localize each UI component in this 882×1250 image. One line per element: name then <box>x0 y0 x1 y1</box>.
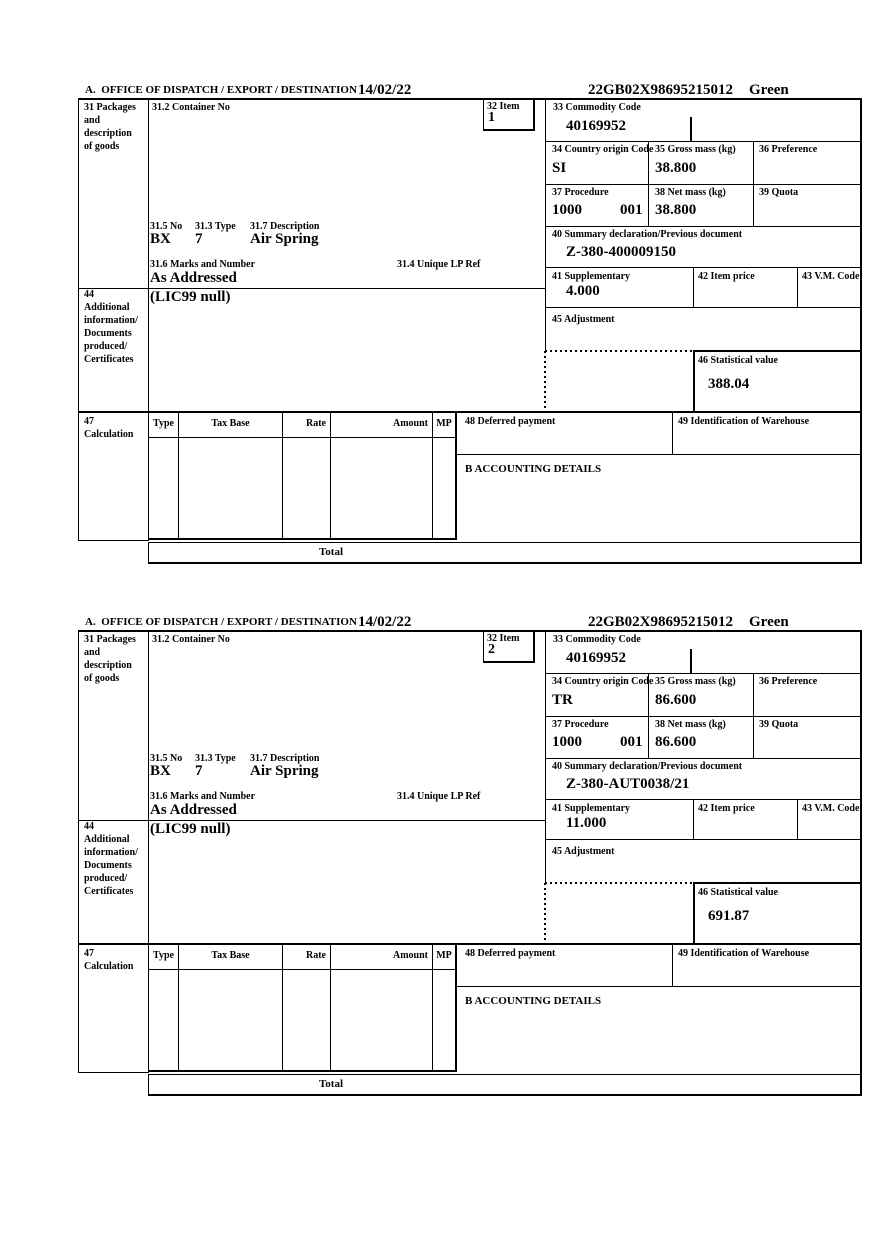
declaration-date: 14/02/22 <box>358 614 412 630</box>
box47-label-line2: Calculation <box>84 429 134 440</box>
dotted-divider-line <box>545 882 693 884</box>
gross-mass-value: 38.800 <box>655 160 697 176</box>
divider-line <box>432 945 433 1072</box>
mrn-value: 22GB02X98695215012 <box>588 82 734 98</box>
box44-label-line2: Additional <box>84 834 130 845</box>
packages-no-value: BX <box>150 763 171 779</box>
divider-line <box>178 413 179 540</box>
gross-mass-label: 35 Gross mass (kg) <box>655 144 736 155</box>
divider-line <box>545 226 862 227</box>
box44-label-line3: information/ <box>84 847 138 858</box>
divider-line <box>178 945 179 1072</box>
net-mass-label: 38 Net mass (kg) <box>655 719 726 730</box>
box44-label-line1: 44 <box>84 289 94 300</box>
reference-row <box>588 82 789 99</box>
divider-line <box>78 1072 148 1073</box>
divider-line <box>545 758 862 759</box>
item-price-label: 42 Item price <box>698 271 755 282</box>
divider-line <box>78 288 546 289</box>
divider-line <box>693 351 695 411</box>
procedure-value: 1000 <box>552 734 582 750</box>
additional-information-value: (LIC99 null) <box>150 821 231 837</box>
box31-label-line2: and <box>84 647 101 658</box>
divider-line <box>797 799 798 839</box>
total-label: Total <box>318 1078 344 1090</box>
commodity-code-label: 33 Commodity Code <box>553 102 641 113</box>
divider-line <box>330 945 331 1072</box>
packages-no-value: BX <box>150 231 171 247</box>
divider-line <box>860 98 862 564</box>
deferred-payment-label: 48 Deferred payment <box>465 416 556 427</box>
divider-line <box>432 413 433 540</box>
procedure-label: 37 Procedure <box>552 719 609 730</box>
divider-line <box>483 630 484 662</box>
packages-no-label: 31.5 No <box>150 753 183 764</box>
country-origin-value: SI <box>552 160 567 176</box>
divider-line <box>860 630 862 1096</box>
calc-col-type: Type <box>153 418 174 429</box>
previous-document-value: Z-380-400009150 <box>566 244 676 260</box>
divider-line <box>672 945 673 987</box>
total-label: Total <box>318 546 344 558</box>
calc-col-mp: MP <box>436 418 452 429</box>
dotted-divider-line <box>544 351 546 411</box>
preference-label: 36 Preference <box>759 676 818 687</box>
vm-code-label: 43 V.M. Code <box>802 803 860 814</box>
divider-line <box>455 945 457 1072</box>
statistical-value-label: 46 Statistical value <box>698 355 778 366</box>
box44-label-line3: information/ <box>84 315 138 326</box>
divider-line <box>330 413 331 540</box>
box44-label-line4: Documents <box>84 328 132 339</box>
country-origin-value: TR <box>552 692 573 708</box>
declaration-date: 14/02/22 <box>358 82 412 98</box>
item-box-label: 32 Item <box>487 633 520 644</box>
preference-label: 36 Preference <box>759 144 818 155</box>
quota-label: 39 Quota <box>759 719 799 730</box>
box31-label-line3: description <box>84 128 132 139</box>
routing-status: Green <box>749 82 789 98</box>
procedure-label: 37 Procedure <box>552 187 609 198</box>
statistical-value: 388.04 <box>708 376 750 392</box>
calc-col-amount: Amount <box>392 950 428 961</box>
office-of-dispatch-label: A. OFFICE OF DISPATCH / EXPORT / DESTINATION <box>85 616 357 628</box>
accounting-details-label: B ACCOUNTING DETAILS <box>465 995 602 1007</box>
divider-line <box>78 943 862 945</box>
procedure-value-row <box>552 202 643 219</box>
additional-information-value: (LIC99 null) <box>150 289 231 305</box>
box44-label-line2: Additional <box>84 302 130 313</box>
net-mass-value: 86.600 <box>655 734 697 750</box>
marks-and-number-value: As Addressed <box>150 270 237 286</box>
divider-line <box>148 630 149 1073</box>
divider-line <box>693 267 694 307</box>
supplementary-value: 4.000 <box>566 283 600 299</box>
divider-line <box>78 98 862 100</box>
procedure-extra-value: 001 <box>620 202 643 218</box>
divider-line <box>753 673 754 758</box>
divider-line <box>78 98 79 541</box>
calc-col-mp: MP <box>436 950 452 961</box>
packages-type-value: 7 <box>195 763 203 779</box>
divider-line <box>533 630 535 663</box>
deferred-payment-label: 48 Deferred payment <box>465 948 556 959</box>
box31-label-line1: 31 Packages <box>84 634 136 645</box>
unique-lp-ref-label: 31.4 Unique LP Ref <box>397 791 481 802</box>
divider-line <box>282 413 283 540</box>
procedure-extra-value: 001 <box>620 734 643 750</box>
gross-mass-value: 86.600 <box>655 692 697 708</box>
divider-line <box>148 98 149 541</box>
divider-line <box>78 411 862 413</box>
divider-line <box>545 141 862 142</box>
vm-code-label: 43 V.M. Code <box>802 271 860 282</box>
commodity-code-value: 40169952 <box>566 650 626 666</box>
country-origin-label: 34 Country origin Code <box>552 144 654 155</box>
divider-line <box>545 184 862 185</box>
divider-line <box>282 945 283 1072</box>
commodity-code-value: 40169952 <box>566 118 626 134</box>
item-number-value: 1 <box>488 110 495 125</box>
marks-and-number-label: 31.6 Marks and Number <box>150 259 256 270</box>
divider-line <box>483 98 484 130</box>
statistical-value-label: 46 Statistical value <box>698 887 778 898</box>
divider-line <box>455 413 457 540</box>
box44-label-line6: Certificates <box>84 886 134 897</box>
unique-lp-ref-label: 31.4 Unique LP Ref <box>397 259 481 270</box>
marks-and-number-value: As Addressed <box>150 802 237 818</box>
divider-line <box>693 799 694 839</box>
divider-line <box>693 883 695 943</box>
country-origin-label: 34 Country origin Code <box>552 676 654 687</box>
item-number-value: 2 <box>488 642 495 657</box>
box44-label-line4: Documents <box>84 860 132 871</box>
box47-label-line1: 47 <box>84 948 94 959</box>
container-no-label: 31.2 Container No <box>152 102 230 113</box>
supplementary-label: 41 Supplementary <box>552 271 631 282</box>
commodity-code-label: 33 Commodity Code <box>553 634 641 645</box>
goods-description-label: 31.7 Description <box>250 221 320 232</box>
gross-mass-label: 35 Gross mass (kg) <box>655 676 736 687</box>
divider-line <box>148 969 457 970</box>
divider-line <box>148 437 457 438</box>
total-row <box>148 542 861 564</box>
calc-col-tax-base: Tax Base <box>211 418 250 429</box>
divider-line <box>148 1070 457 1072</box>
item-price-label: 42 Item price <box>698 803 755 814</box>
packages-no-label: 31.5 No <box>150 221 183 232</box>
box44-label-line6: Certificates <box>84 354 134 365</box>
packages-type-label: 31.3 Type <box>195 753 236 764</box>
goods-description-label: 31.7 Description <box>250 753 320 764</box>
dotted-divider-line <box>544 883 546 943</box>
divider-line <box>545 267 862 268</box>
calc-col-tax-base: Tax Base <box>211 950 250 961</box>
accounting-details-label: B ACCOUNTING DETAILS <box>465 463 602 475</box>
divider-line <box>148 538 457 540</box>
total-row <box>148 1074 861 1096</box>
previous-document-label: 40 Summary declaration/Previous document <box>552 229 743 240</box>
divider-line <box>78 820 546 821</box>
dotted-divider-line <box>545 350 693 352</box>
office-of-dispatch-label: A. OFFICE OF DISPATCH / EXPORT / DESTINATION <box>85 84 357 96</box>
divider-line <box>457 986 862 987</box>
divider-line <box>545 716 862 717</box>
routing-status: Green <box>749 614 789 630</box>
box47-label-line2: Calculation <box>84 961 134 972</box>
procedure-value-row <box>552 734 643 751</box>
packages-type-value: 7 <box>195 231 203 247</box>
adjustment-label: 45 Adjustment <box>552 314 615 325</box>
net-mass-label: 38 Net mass (kg) <box>655 187 726 198</box>
marks-and-number-label: 31.6 Marks and Number <box>150 791 256 802</box>
declaration-item-section-1 <box>78 82 862 564</box>
divider-line <box>545 98 546 351</box>
box31-label-line3: description <box>84 660 132 671</box>
calc-col-rate: Rate <box>306 418 326 429</box>
calc-col-type: Type <box>153 950 174 961</box>
divider-line <box>672 413 673 455</box>
divider-line <box>545 673 862 674</box>
box31-label-line4: of goods <box>84 141 120 152</box>
supplementary-value: 11.000 <box>566 815 607 831</box>
calc-col-amount: Amount <box>392 418 428 429</box>
mrn-value: 22GB02X98695215012 <box>588 614 734 630</box>
divider-line <box>78 630 79 1073</box>
packages-type-label: 31.3 Type <box>195 221 236 232</box>
quota-label: 39 Quota <box>759 187 799 198</box>
box31-label-line4: of goods <box>84 673 120 684</box>
declaration-item-section-2 <box>78 614 862 1096</box>
divider-line <box>545 839 862 840</box>
divider-line <box>753 141 754 226</box>
box44-label-line5: produced/ <box>84 341 128 352</box>
warehouse-id-label: 49 Identification of Warehouse <box>678 948 810 959</box>
divider-line <box>483 129 535 131</box>
net-mass-value: 38.800 <box>655 202 697 218</box>
container-no-label: 31.2 Container No <box>152 634 230 645</box>
divider-line <box>693 350 862 352</box>
divider-line <box>545 630 546 883</box>
box31-label-line2: and <box>84 115 101 126</box>
previous-document-value: Z-380-AUT0038/21 <box>566 776 690 792</box>
warehouse-id-label: 49 Identification of Warehouse <box>678 416 810 427</box>
supplementary-label: 41 Supplementary <box>552 803 631 814</box>
box31-label-line1: 31 Packages <box>84 102 136 113</box>
adjustment-label: 45 Adjustment <box>552 846 615 857</box>
divider-line <box>797 267 798 307</box>
goods-description-value: Air Spring <box>250 763 319 779</box>
divider-line <box>78 630 862 632</box>
divider-line <box>483 661 535 663</box>
divider-line <box>545 799 862 800</box>
statistical-value: 691.87 <box>708 908 750 924</box>
calc-col-rate: Rate <box>306 950 326 961</box>
divider-line <box>545 307 862 308</box>
divider-line <box>693 882 862 884</box>
item-box-label: 32 Item <box>487 101 520 112</box>
box44-label-line1: 44 <box>84 821 94 832</box>
box44-label-line5: produced/ <box>84 873 128 884</box>
divider-line <box>457 454 862 455</box>
reference-row <box>588 614 789 631</box>
commodity-code-separator <box>690 117 692 141</box>
goods-description-value: Air Spring <box>250 231 319 247</box>
box47-label-line1: 47 <box>84 416 94 427</box>
procedure-value: 1000 <box>552 202 582 218</box>
divider-line <box>533 98 535 131</box>
commodity-code-separator <box>690 649 692 673</box>
divider-line <box>78 540 148 541</box>
previous-document-label: 40 Summary declaration/Previous document <box>552 761 743 772</box>
